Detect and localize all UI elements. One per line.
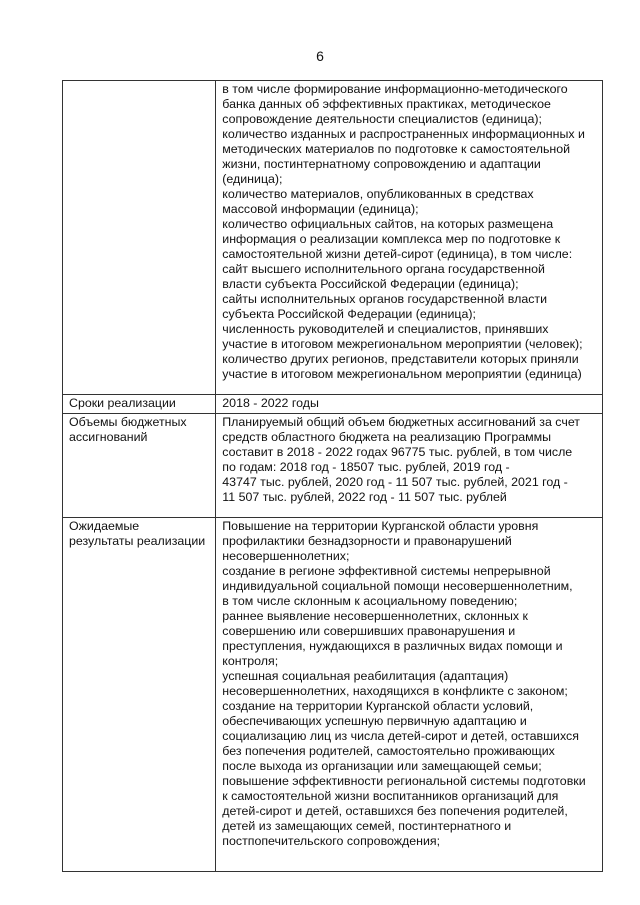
text-line: детей из замещающих семей, постинтернатного и: [222, 819, 512, 833]
row-content: [216, 414, 603, 518]
text-line: 2018 - 2022 годы: [222, 396, 319, 410]
text-line: несовершеннолетних, находящихся в конфликте с законом;: [222, 684, 568, 698]
table-row: [63, 518, 603, 872]
row-content: [216, 395, 603, 414]
text-line: к самостоятельной жизни воспитанников организаций для: [222, 789, 559, 803]
text-line: количество изданных и распространенных информационных и: [222, 127, 585, 141]
text-line: детей-сирот и детей, оставшихся без попечения родителей,: [222, 804, 568, 818]
text-line: власти субъекта Российской Федерации (единица);: [222, 277, 519, 291]
text-line: 11 507 тыс. рублей, 2022 год - 11 507 тыс. рублей: [222, 490, 507, 504]
text-line: постпопечительского сопровождения;: [222, 834, 441, 848]
text-line: обеспечивающих успешную первичную адаптацию и: [222, 714, 527, 728]
text-line: сопровождение деятельности специалистов (единица);: [222, 112, 542, 126]
text-line: в том числе формирование информационно-методического: [222, 82, 568, 96]
row-content: [216, 518, 603, 872]
label-line: ассигнований: [69, 430, 148, 444]
row-label: [63, 518, 216, 872]
text-line: составит в 2018 - 2022 годах 96775 тыс. рублей, в том числе: [222, 445, 573, 459]
text-line: банка данных об эффективных практиках, методическое: [222, 97, 551, 111]
text-line: участие в итоговом межрегиональном мероприятии (единица): [222, 367, 582, 381]
text-line: количество других регионов, представители которых приняли: [222, 352, 579, 366]
page-number: 6: [316, 48, 324, 64]
text-line: субъекта Российской Федерации (единица);: [222, 307, 476, 321]
text-line: создание на территории Курганской области условий,: [222, 699, 534, 713]
row-label: [63, 81, 216, 395]
text-line: массовой информации (единица);: [222, 202, 419, 216]
text-line: контроля;: [222, 654, 279, 668]
text-line: повышение эффективности региональной системы подготовки: [222, 774, 586, 788]
text-line: количество материалов, опубликованных в средствах: [222, 187, 534, 201]
text-line: жизни, постинтернатному сопровождению и адаптации: [222, 157, 541, 171]
table-row: [63, 81, 603, 395]
text-line: в том числе склонным к асоциальному поведению;: [222, 594, 518, 608]
table-row: [63, 414, 603, 518]
text-line: по годам: 2018 год - 18507 тыс. рублей, 2019 год -: [222, 460, 510, 474]
row-label: Сроки реализации: [63, 395, 216, 414]
text-line: 43747 тыс. рублей, 2020 год - 11 507 тыс. рублей, 2021 год -: [222, 475, 568, 489]
program-passport-table: [62, 80, 603, 872]
text-line: Повышение на территории Курганской области уровня: [222, 519, 539, 533]
text-line: самостоятельной жизни детей-сирот (единица), в том числе:: [222, 247, 573, 261]
label-line: Объемы бюджетных: [69, 415, 187, 429]
text-line: профилактики безнадзорности и правонарушений: [222, 534, 512, 548]
text-line: средств областного бюджета на реализацию Программы: [222, 430, 552, 444]
text-line: без попечения родителей, самостоятельно проживающих: [222, 744, 555, 758]
label-line: результаты реализации: [69, 534, 206, 548]
text-line: информация о реализации комплекса мер по подготовке к: [222, 232, 561, 246]
label-line: Ожидаемые: [69, 519, 140, 533]
text-line: успешная социальная реабилитация (адаптация): [222, 669, 509, 683]
text-line: сайты исполнительных органов государственной власти: [222, 292, 548, 306]
row-label: [63, 414, 216, 518]
text-line: численность руководителей и специалистов, принявших: [222, 322, 549, 336]
text-line: методических материалов по подготовке к самостоятельной: [222, 142, 571, 156]
text-line: участие в итоговом межрегиональном мероприятии (человек);: [222, 337, 583, 351]
text-line: несовершеннолетних;: [222, 549, 350, 563]
text-line: социализацию лиц из числа детей-сирот и детей, оставшихся: [222, 729, 579, 743]
text-line: количество официальных сайтов, на которых размещена: [222, 217, 554, 231]
text-line: создание в регионе эффективной системы непрерывной: [222, 564, 551, 578]
text-line: сайт высшего исполнительного органа государственной: [222, 262, 545, 276]
text-line: индивидуальной социальной помощи несовершеннолетним,: [222, 579, 573, 593]
text-line: после выхода из организации или замещающей семьи;: [222, 759, 542, 773]
text-line: раннее выявление несовершеннолетних, склонных к: [222, 609, 528, 623]
text-line: (единица);: [222, 172, 283, 186]
text-line: преступления, нуждающихся в различных видах помощи и: [222, 639, 563, 653]
table-row: [63, 395, 603, 414]
text-line: Планируемый общий объем бюджетных ассигнований за счет: [222, 415, 580, 429]
row-content: [216, 81, 603, 395]
text-line: совершению или совершивших правонарушения и: [222, 624, 516, 638]
